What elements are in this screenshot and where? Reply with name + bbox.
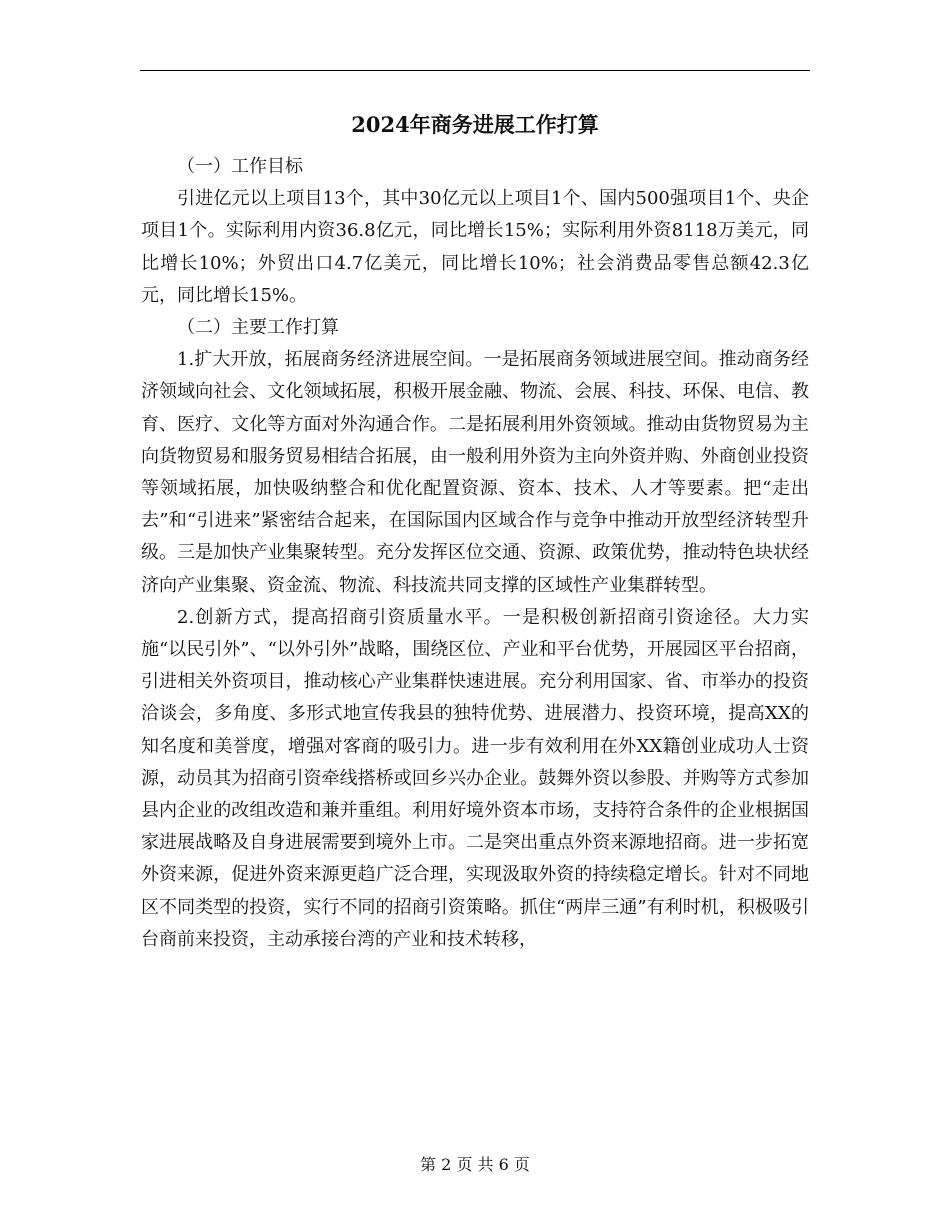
page-number-label: 第 2 页 共 6 页 [420,1155,530,1174]
section-heading-goals: （一）工作目标 [177,156,303,177]
paragraph-plan-2: 2.创新方式，提高招商引资质量水平。一是积极创新招商引资途径。大力实施“以民引外”、“以外引外”战略，围绕区位、产业和平台优势，开展园区平台招商，引进相关外资项目，推动核心产业集群快速进展。充分利用国家、省、市举办的投资洽谈会，多角度、多形式地宣传我县的独特优势、进展潜力、投资环境，提高XX的知名度和美誉度，增强对客商的吸引力。进一步有效利用在外XX籍创业成功人士资源，动员其为招商引资牵线搭桥或回乡兴办企业。鼓舞外资以参股、并购等方式参加县内企业的改组改造和兼并重组。利用好境外资本市场，支持符合条件的企业根据国家进展战略及自身进展需要到境外上市。二是突出重点外资来源地招商。进一步拓宽外资来源，促进外资来源更趋广泛合理，实现汲取外资的持续稳定增长。针对不同地区不同类型的投资，实行不同的招商引资策略。抓住“两岸三通”有利时机，积极吸引台商前来投资，主动承接台湾的产业和技术转移， [141,606,809,950]
page-footer [140,1153,810,1177]
document-body [141,151,809,956]
document-title: 2024年商务进展工作打算 [351,112,599,137]
section-heading-plans: （二）主要工作打算 [177,317,339,339]
paragraph-goals: 引进亿元以上项目13个，其中30亿元以上项目1个、国内500强项目1个、央企项目1个。实际利用内资36.8亿元，同比增长15%；实际利用外资8118万美元，同比增长10%；外贸出口4.7亿美元，同比增长10%；社会消费品零售总额42.3亿元，同比增长15%。 [141,188,809,306]
paragraph-plan-1: 1.扩大开放，拓展商务经济进展空间。一是拓展商务领域进展空间。推动商务经济领域向社会、文化领域拓展，积极开展金融、物流、会展、科技、环保、电信、教育、医疗、文化等方面对外沟通合作。二是拓展利用外资领域。推动由货物贸易为主向货物贸易和服务贸易相结合拓展，由一般利用外资为主向外资并购、外商创业投资等领域拓展，加快吸纳整合和优化配置资源、资本、技术、人才等要素。把“走出去”和“引进来”紧密结合起来，在国际国内区域合作与竞争中推动开放型经济转型升级。三是加快产业集聚转型。充分发挥区位交通、资源、政策优势，推动特色块状经济向产业集聚、资金流、物流、科技流共同支撑的区域性产业集群转型。 [141,349,809,596]
header-rule [140,70,810,71]
